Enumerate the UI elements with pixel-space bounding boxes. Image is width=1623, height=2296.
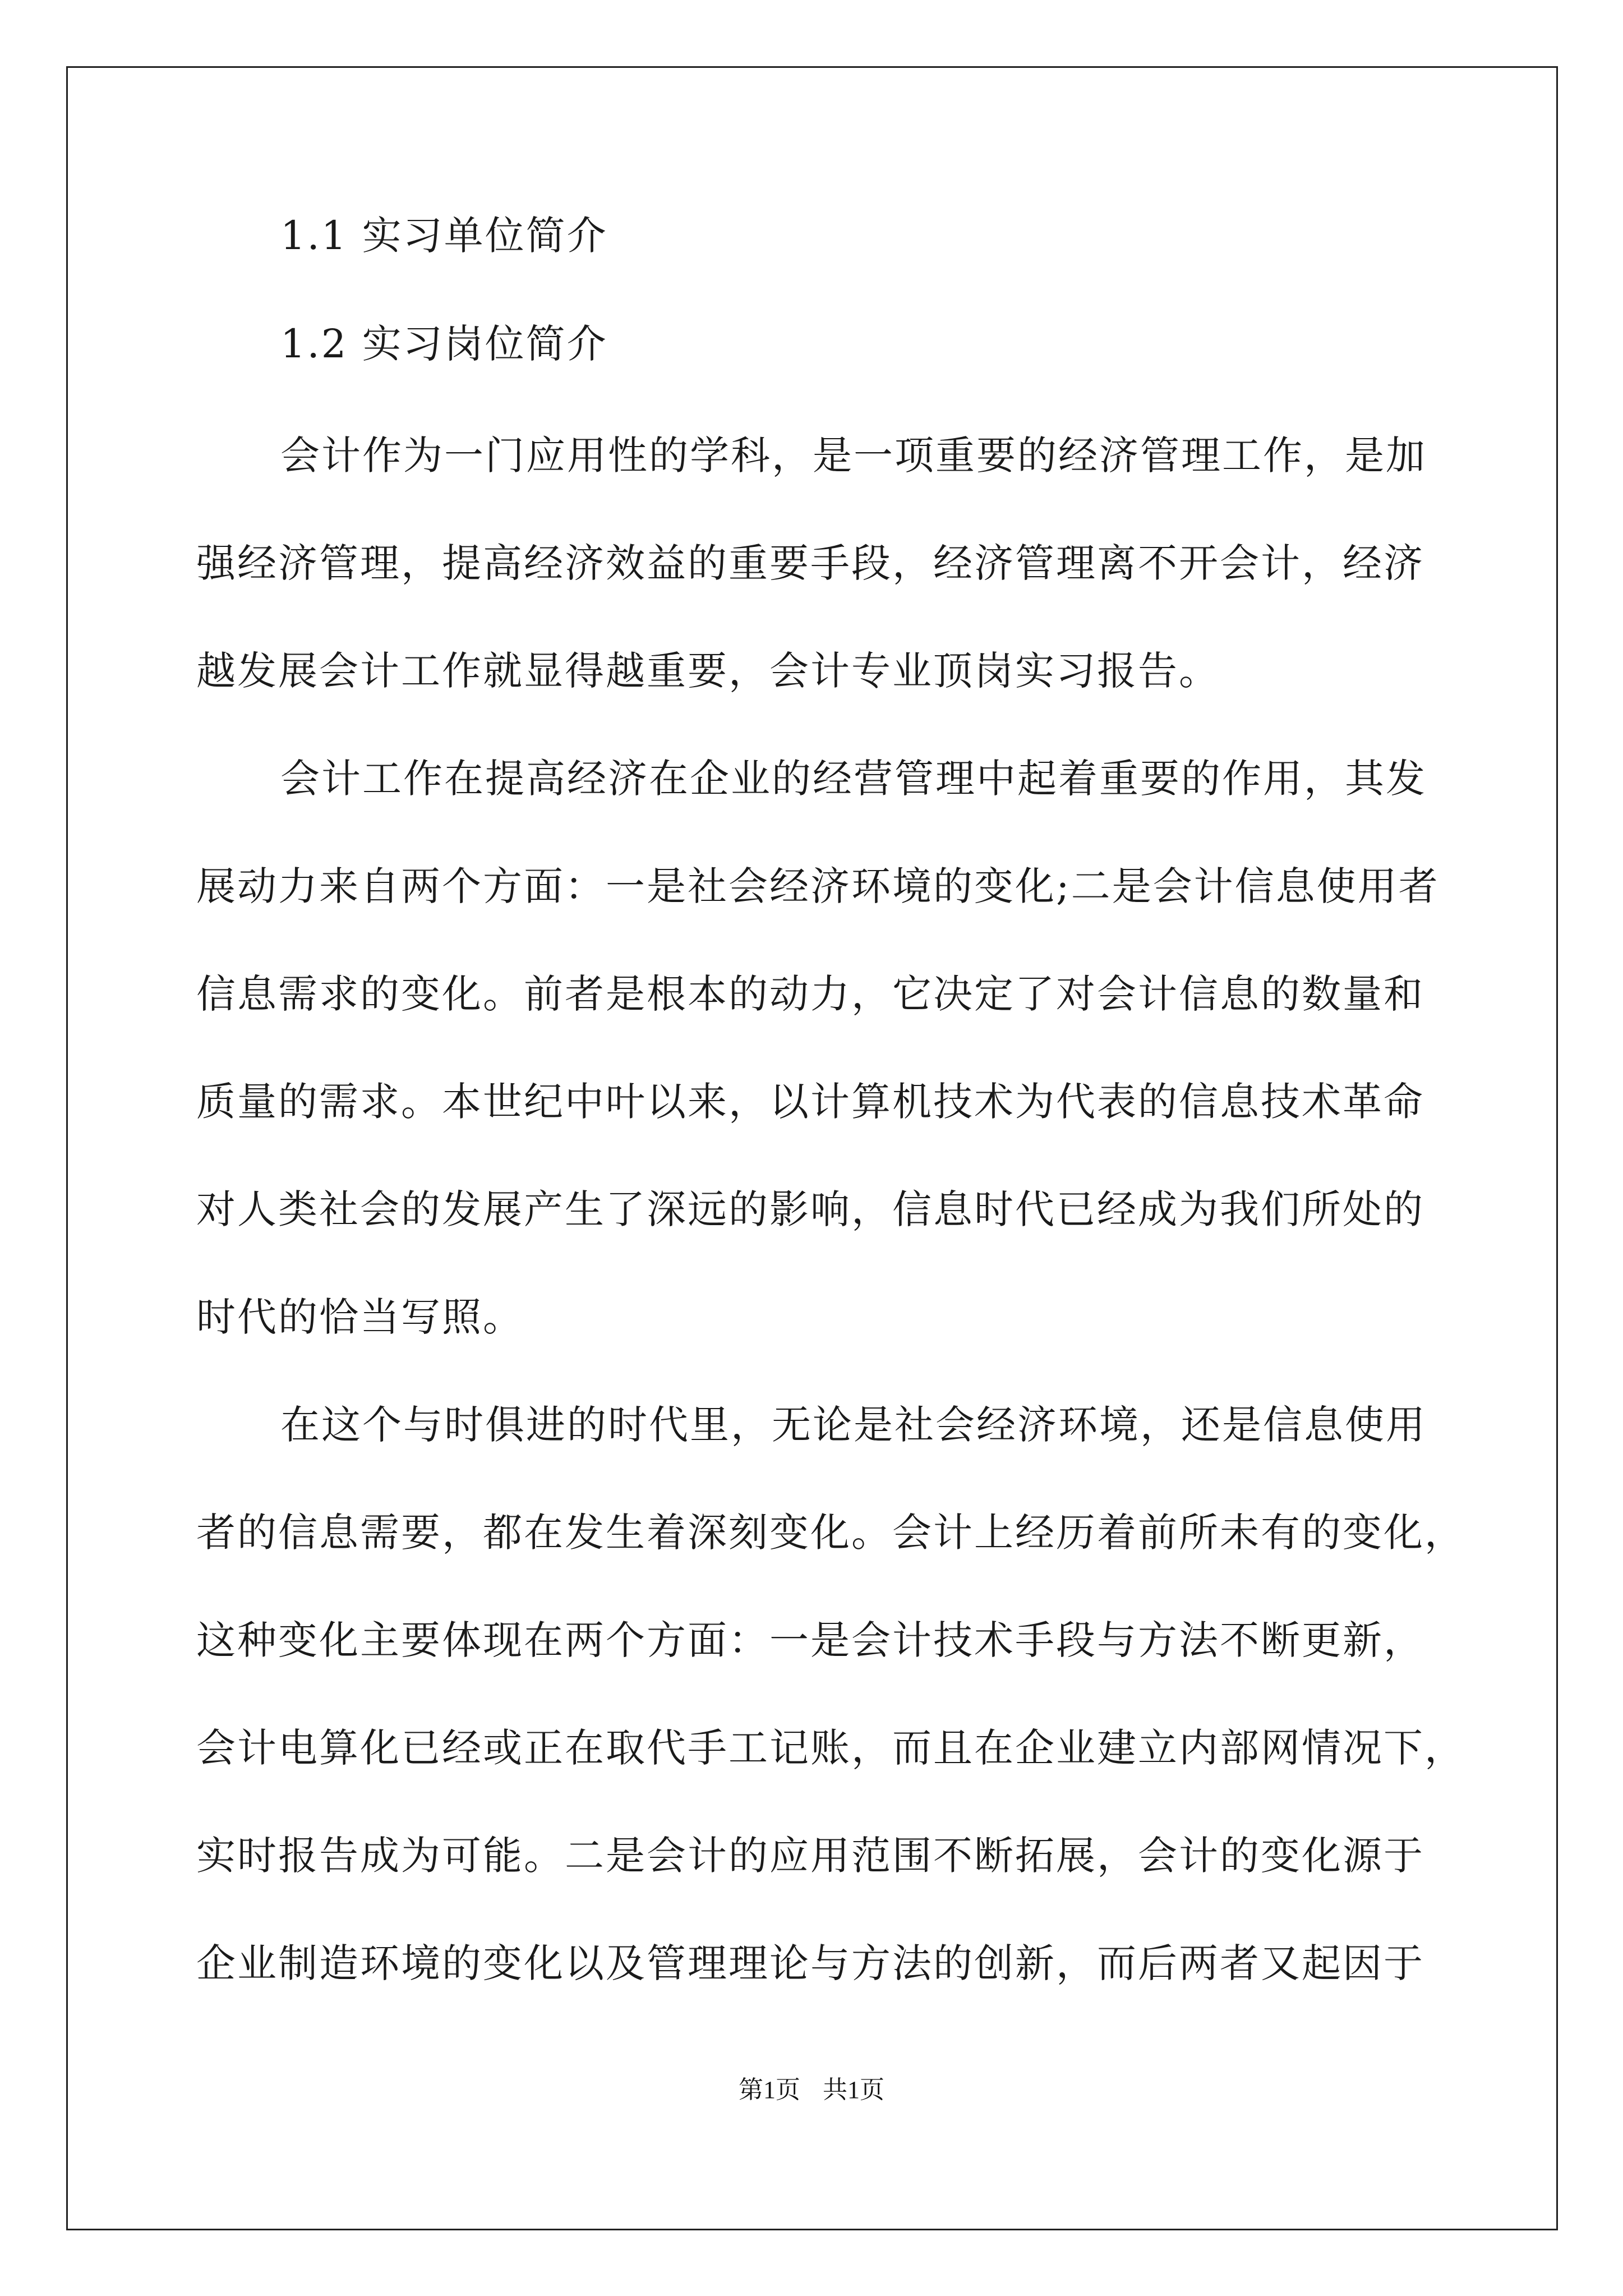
paragraph-3-line-6: 企业制造环境的变化以及管理理论与方法的创新，而后两者又起因于 — [196, 1940, 1424, 1986]
paragraph-1-line-1: 会计作为一门应用性的学科，是一项重要的经济管理工作，是加 — [280, 432, 1427, 478]
page-border — [66, 66, 1558, 2230]
paragraph-3-line-4: 会计电算化已经或正在取代手工记账，而且在企业建立内部网情况下， — [196, 1725, 1465, 1771]
paragraph-3-line-1: 在这个与时俱进的时代里，无论是社会经济环境，还是信息使用 — [280, 1402, 1427, 1448]
paragraph-2-line-6: 时代的恰当写照。 — [196, 1294, 524, 1340]
paragraph-2-line-5: 对人类社会的发展产生了深远的影响，信息时代已经成为我们所处的 — [196, 1186, 1424, 1232]
paragraph-2-line-2: 展动力来自两个方面：一是社会经济环境的变化;二是会计信息使用者 — [196, 863, 1440, 909]
paragraph-1-line-3: 越发展会计工作就显得越重要，会计专业顶岗实习报告。 — [196, 648, 1220, 694]
paragraph-1-line-2: 强经济管理，提高经济效益的重要手段，经济管理离不开会计，经济 — [196, 540, 1424, 586]
paragraph-3-line-2: 者的信息需要，都在发生着深刻变化。会计上经历着前所未有的变化， — [196, 1510, 1465, 1556]
paragraph-3-line-3: 这种变化主要体现在两个方面：一是会计技术手段与方法不断更新， — [196, 1617, 1424, 1663]
page-footer — [0, 2074, 1623, 2106]
paragraph-2-line-1: 会计工作在提高经济在企业的经营管理中起着重要的作用，其发 — [280, 756, 1427, 802]
page-number-total: 共1页 — [823, 2076, 884, 2104]
section-heading-1-2: 1.2 实习岗位简介 — [280, 321, 608, 367]
section-heading-1-1: 1.1 实习单位简介 — [280, 213, 608, 259]
page-number-current: 第1页 — [739, 2076, 800, 2104]
paragraph-2-line-3: 信息需求的变化。前者是根本的动力，它决定了对会计信息的数量和 — [196, 971, 1424, 1017]
paragraph-3-line-5: 实时报告成为可能。二是会计的应用范围不断拓展，会计的变化源于 — [196, 1833, 1424, 1879]
paragraph-2-line-4: 质量的需求。本世纪中叶以来，以计算机技术为代表的信息技术革命 — [196, 1079, 1424, 1125]
